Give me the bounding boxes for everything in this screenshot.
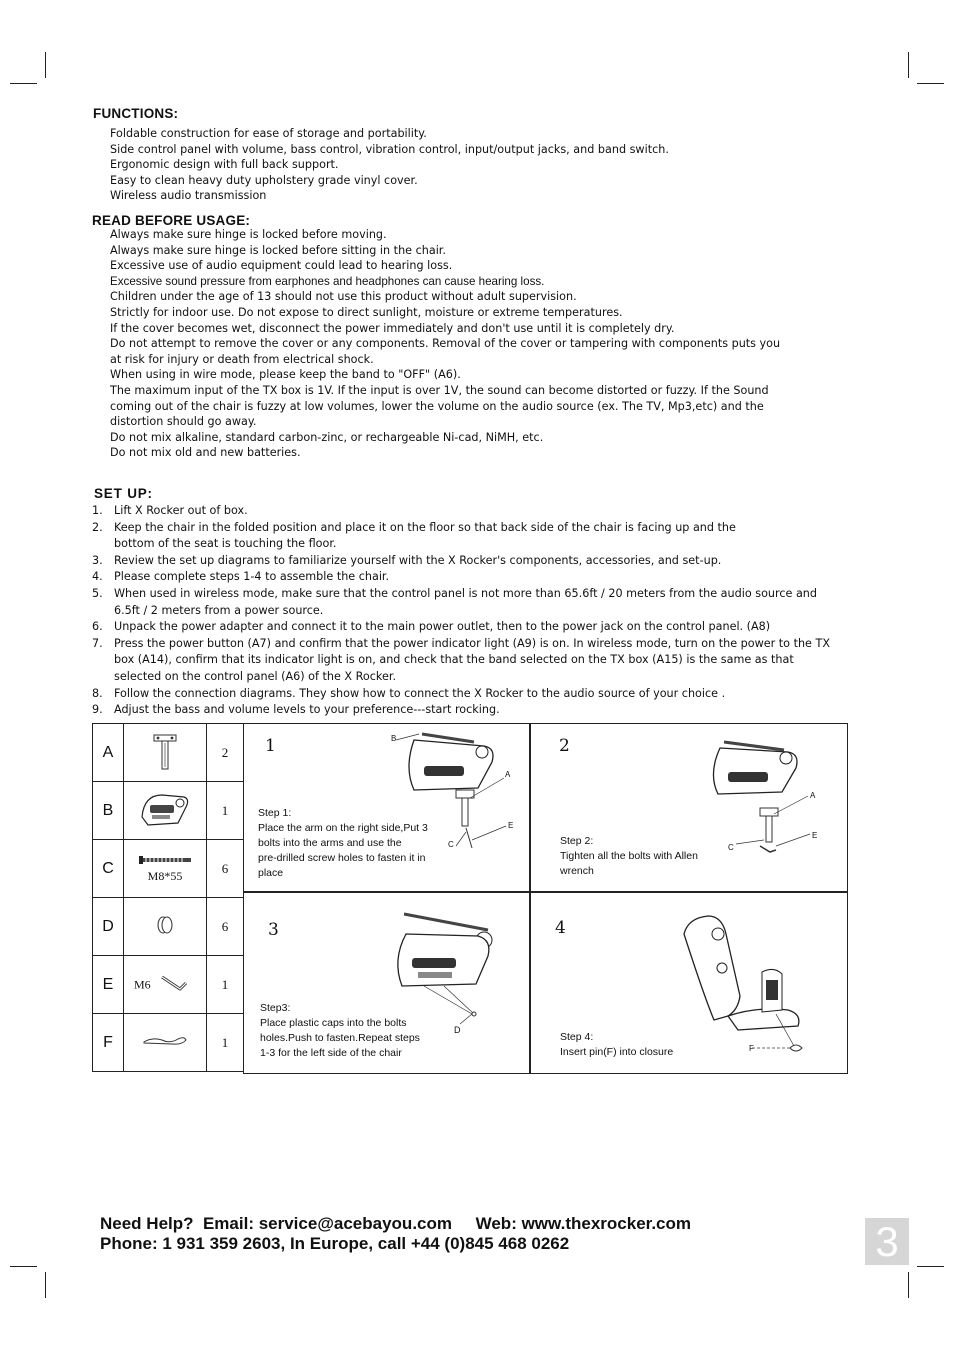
list-item: Easy to clean heavy duty upholstery grade vinyl cover.	[110, 173, 418, 187]
read-before-usage-list	[110, 227, 780, 461]
pin-icon	[142, 1034, 188, 1048]
step-text: Lift X Rocker out of box.	[114, 504, 248, 517]
list-item: distortion should go away.	[110, 415, 257, 429]
callout-label: F	[749, 1044, 754, 1053]
list-item: The maximum input of the TX box is 1V. If the input is over 1V, the sound can become distorted or fuzzy. If the Sound	[110, 383, 769, 397]
step-title: Step 2:	[560, 835, 594, 847]
callout-label: C	[728, 843, 734, 852]
step-number: 4.	[92, 570, 103, 584]
crop-mark	[45, 1272, 46, 1298]
list-item: Children under the age of 13 should not use this product without adult supervision.	[110, 290, 577, 304]
step-4-panel	[529, 891, 848, 1074]
part-qty: 1	[207, 782, 244, 840]
part-image-cell	[124, 840, 207, 898]
setup-step	[92, 503, 834, 520]
list-item: Do not attempt to remove the cover or any components. Removal of the cover or tampering with components puts you	[110, 337, 781, 351]
part-letter: C	[93, 840, 124, 898]
step-number: 1.	[92, 504, 103, 517]
part-size-label: M8*55	[147, 869, 183, 883]
part-letter: A	[93, 724, 124, 782]
step-line: 1-3 for the left side of the chair	[260, 1047, 402, 1059]
setup-step	[92, 569, 834, 586]
part-qty: 6	[207, 840, 244, 898]
part-image-cell	[124, 782, 207, 840]
chair-arm-diagram	[680, 734, 840, 874]
step-2-panel	[529, 723, 848, 893]
list-item: Do not mix alkaline, standard carbon-zinc, or rechargeable Ni-cad, NiMH, etc.	[110, 430, 544, 444]
part-qty: 1	[207, 1014, 244, 1072]
step-number: 6.	[92, 620, 103, 634]
step-number: 7.	[92, 636, 103, 650]
part-image-cell	[124, 956, 207, 1014]
list-item: Wireless audio transmission	[110, 189, 267, 203]
step-number: 2	[559, 736, 570, 756]
crop-mark	[908, 1272, 909, 1298]
step-title: Step3:	[260, 1002, 291, 1014]
step-text: Keep the chair in the folded position and place it on the floor so that back side of the chair is facing up and the bottom of the seat is touching the floor.	[114, 520, 736, 551]
crop-mark	[10, 1266, 37, 1267]
step-text: Adjust the bass and volume levels to your preference---start rocking.	[114, 703, 500, 717]
setup-step	[92, 520, 754, 553]
crop-mark	[917, 83, 944, 84]
crop-mark	[10, 83, 37, 84]
callout-label: E	[508, 821, 514, 830]
part-qty: 6	[207, 898, 244, 956]
table-row	[93, 898, 244, 956]
callout-label: C	[448, 840, 454, 849]
crop-mark	[908, 52, 909, 78]
step-line: holes.Push to fasten.Repeat steps	[260, 1032, 420, 1044]
assembled-chair-diagram	[678, 910, 838, 1070]
list-item: Do not mix old and new batteries.	[110, 446, 301, 460]
step-number: 9.	[92, 703, 103, 717]
step-number: 8.	[92, 686, 103, 700]
step-title: Step 1:	[258, 807, 292, 819]
callout-label: D	[454, 1025, 461, 1035]
step-number: 3	[268, 920, 279, 940]
setup-step	[92, 686, 834, 703]
step-text: When used in wireless mode, make sure that the control panel is not more than 65.6ft / 20 meters from the audio source and 6.5ft / 2 meters from a power source.	[114, 586, 817, 617]
part-letter: B	[93, 782, 124, 840]
part-letter: F	[93, 1014, 124, 1072]
table-row	[93, 724, 244, 782]
allen-wrench-icon	[160, 973, 190, 997]
bolt-icon	[138, 853, 192, 867]
step-line: bolts into the arms and use the	[258, 837, 402, 849]
step-number: 1	[265, 736, 276, 756]
list-item: Strictly for indoor use. Do not expose to direct sunlight, moisture or extreme temperatures.	[110, 305, 623, 319]
page-number: 3	[865, 1218, 909, 1265]
step-text: Follow the connection diagrams. They show how to connect the X Rocker to the audio source of your choice .	[114, 686, 726, 700]
step-text: Press the power button (A7) and confirm that the power indicator light (A9) is on. In wireless mode, turn on the power to the TX box (A14), confirm that its indicator light is on, and check that the band selected on the TX box (A15) is the same as that selected on the control panel (A6) of the X Rocker.	[114, 636, 830, 683]
step-line: place	[258, 867, 284, 879]
part-size-label: M6	[134, 977, 151, 991]
functions-list	[110, 126, 669, 204]
crop-mark	[45, 52, 46, 78]
step-text: Unpack the power adapter and connect it to the main power outlet, then to the power jack on the control panel. (A8)	[114, 620, 771, 634]
list-item: at risk for injury or death from electrical shock.	[110, 352, 374, 366]
step-instructions	[260, 1001, 420, 1061]
part-image-cell	[124, 1014, 207, 1072]
arm-bracket-icon	[145, 729, 185, 773]
step-text: Please complete steps 1-4 to assemble the chair.	[114, 570, 390, 584]
functions-heading: FUNCTIONS:	[93, 106, 179, 121]
list-item: Always make sure hinge is locked before sitting in the chair.	[110, 243, 446, 257]
list-item: Excessive use of audio equipment could lead to hearing loss.	[110, 259, 453, 273]
help-contact-line: Need Help? Email: service@acebayou.com Web: www.thexrocker.com	[100, 1214, 692, 1233]
setup-list	[92, 503, 834, 719]
callout-label: B	[391, 734, 397, 743]
callout-label: A	[505, 770, 511, 779]
list-item: When using in wire mode, please keep the band to "OFF" (A6).	[110, 368, 461, 382]
list-item: Side control panel with volume, bass control, vibration control, input/output jacks, and band switch.	[110, 142, 669, 156]
read-before-usage-heading: READ BEFORE USAGE:	[92, 213, 251, 228]
plastic-cap-icon	[153, 915, 177, 935]
step-text: Review the set up diagrams to familiarize yourself with the X Rocker's components, accessories, and set-up.	[114, 553, 722, 567]
step-title: Step 4:	[560, 1031, 594, 1043]
part-qty: 1	[207, 956, 244, 1014]
setup-step	[92, 619, 834, 636]
table-row	[93, 1014, 244, 1072]
step-instructions	[560, 834, 698, 879]
step-line: Place plastic caps into the bolts	[260, 1017, 407, 1029]
step-instructions	[560, 1030, 673, 1060]
parts-table	[92, 723, 244, 1072]
step-1-panel	[243, 723, 531, 893]
part-letter: E	[93, 956, 124, 1014]
list-item: Ergonomic design with full back support.	[110, 158, 339, 172]
setup-step	[92, 586, 834, 619]
part-image-cell	[124, 898, 207, 956]
step-line: Insert pin(F) into closure	[560, 1046, 674, 1058]
control-panel-icon	[138, 787, 192, 831]
step-line: wrench	[560, 865, 594, 877]
step-line: pre-drilled screw holes to fasten it in	[258, 852, 426, 864]
step-number: 4	[555, 918, 566, 938]
list-item: Excessive sound pressure from earphones and headphones can cause hearing loss.	[110, 274, 545, 288]
list-item: coming out of the chair is fuzzy at low volumes, lower the volume on the audio source (ex. The TV, Mp3,etc) and the	[110, 399, 764, 413]
crop-mark	[917, 1266, 944, 1267]
table-row	[93, 956, 244, 1014]
list-item: If the cover becomes wet, disconnect the power immediately and don't use until it is completely dry.	[110, 321, 675, 335]
callout-label: A	[810, 791, 816, 800]
part-letter: D	[93, 898, 124, 956]
part-qty: 2	[207, 724, 244, 782]
step-instructions	[258, 806, 428, 881]
setup-heading: SET UP:	[94, 486, 153, 501]
setup-step	[92, 553, 834, 570]
table-row	[93, 840, 244, 898]
step-number: 3.	[92, 553, 103, 567]
callout-label: E	[812, 831, 818, 840]
part-image-cell	[124, 724, 207, 782]
list-item: Always make sure hinge is locked before moving.	[110, 228, 387, 241]
setup-step	[92, 636, 834, 686]
step-3-panel	[243, 891, 531, 1074]
step-number: 5.	[92, 586, 103, 600]
step-number: 2.	[92, 520, 103, 534]
setup-step	[92, 702, 834, 719]
table-row	[93, 782, 244, 840]
step-line: Tighten all the bolts with Allen	[560, 850, 698, 862]
help-phone-line: Phone: 1 931 359 2603, In Europe, call +44 (0)845 468 0262	[100, 1234, 570, 1253]
list-item: Foldable construction for ease of storage and portability.	[110, 127, 427, 140]
step-line: Place the arm on the right side,Put 3	[258, 822, 428, 834]
